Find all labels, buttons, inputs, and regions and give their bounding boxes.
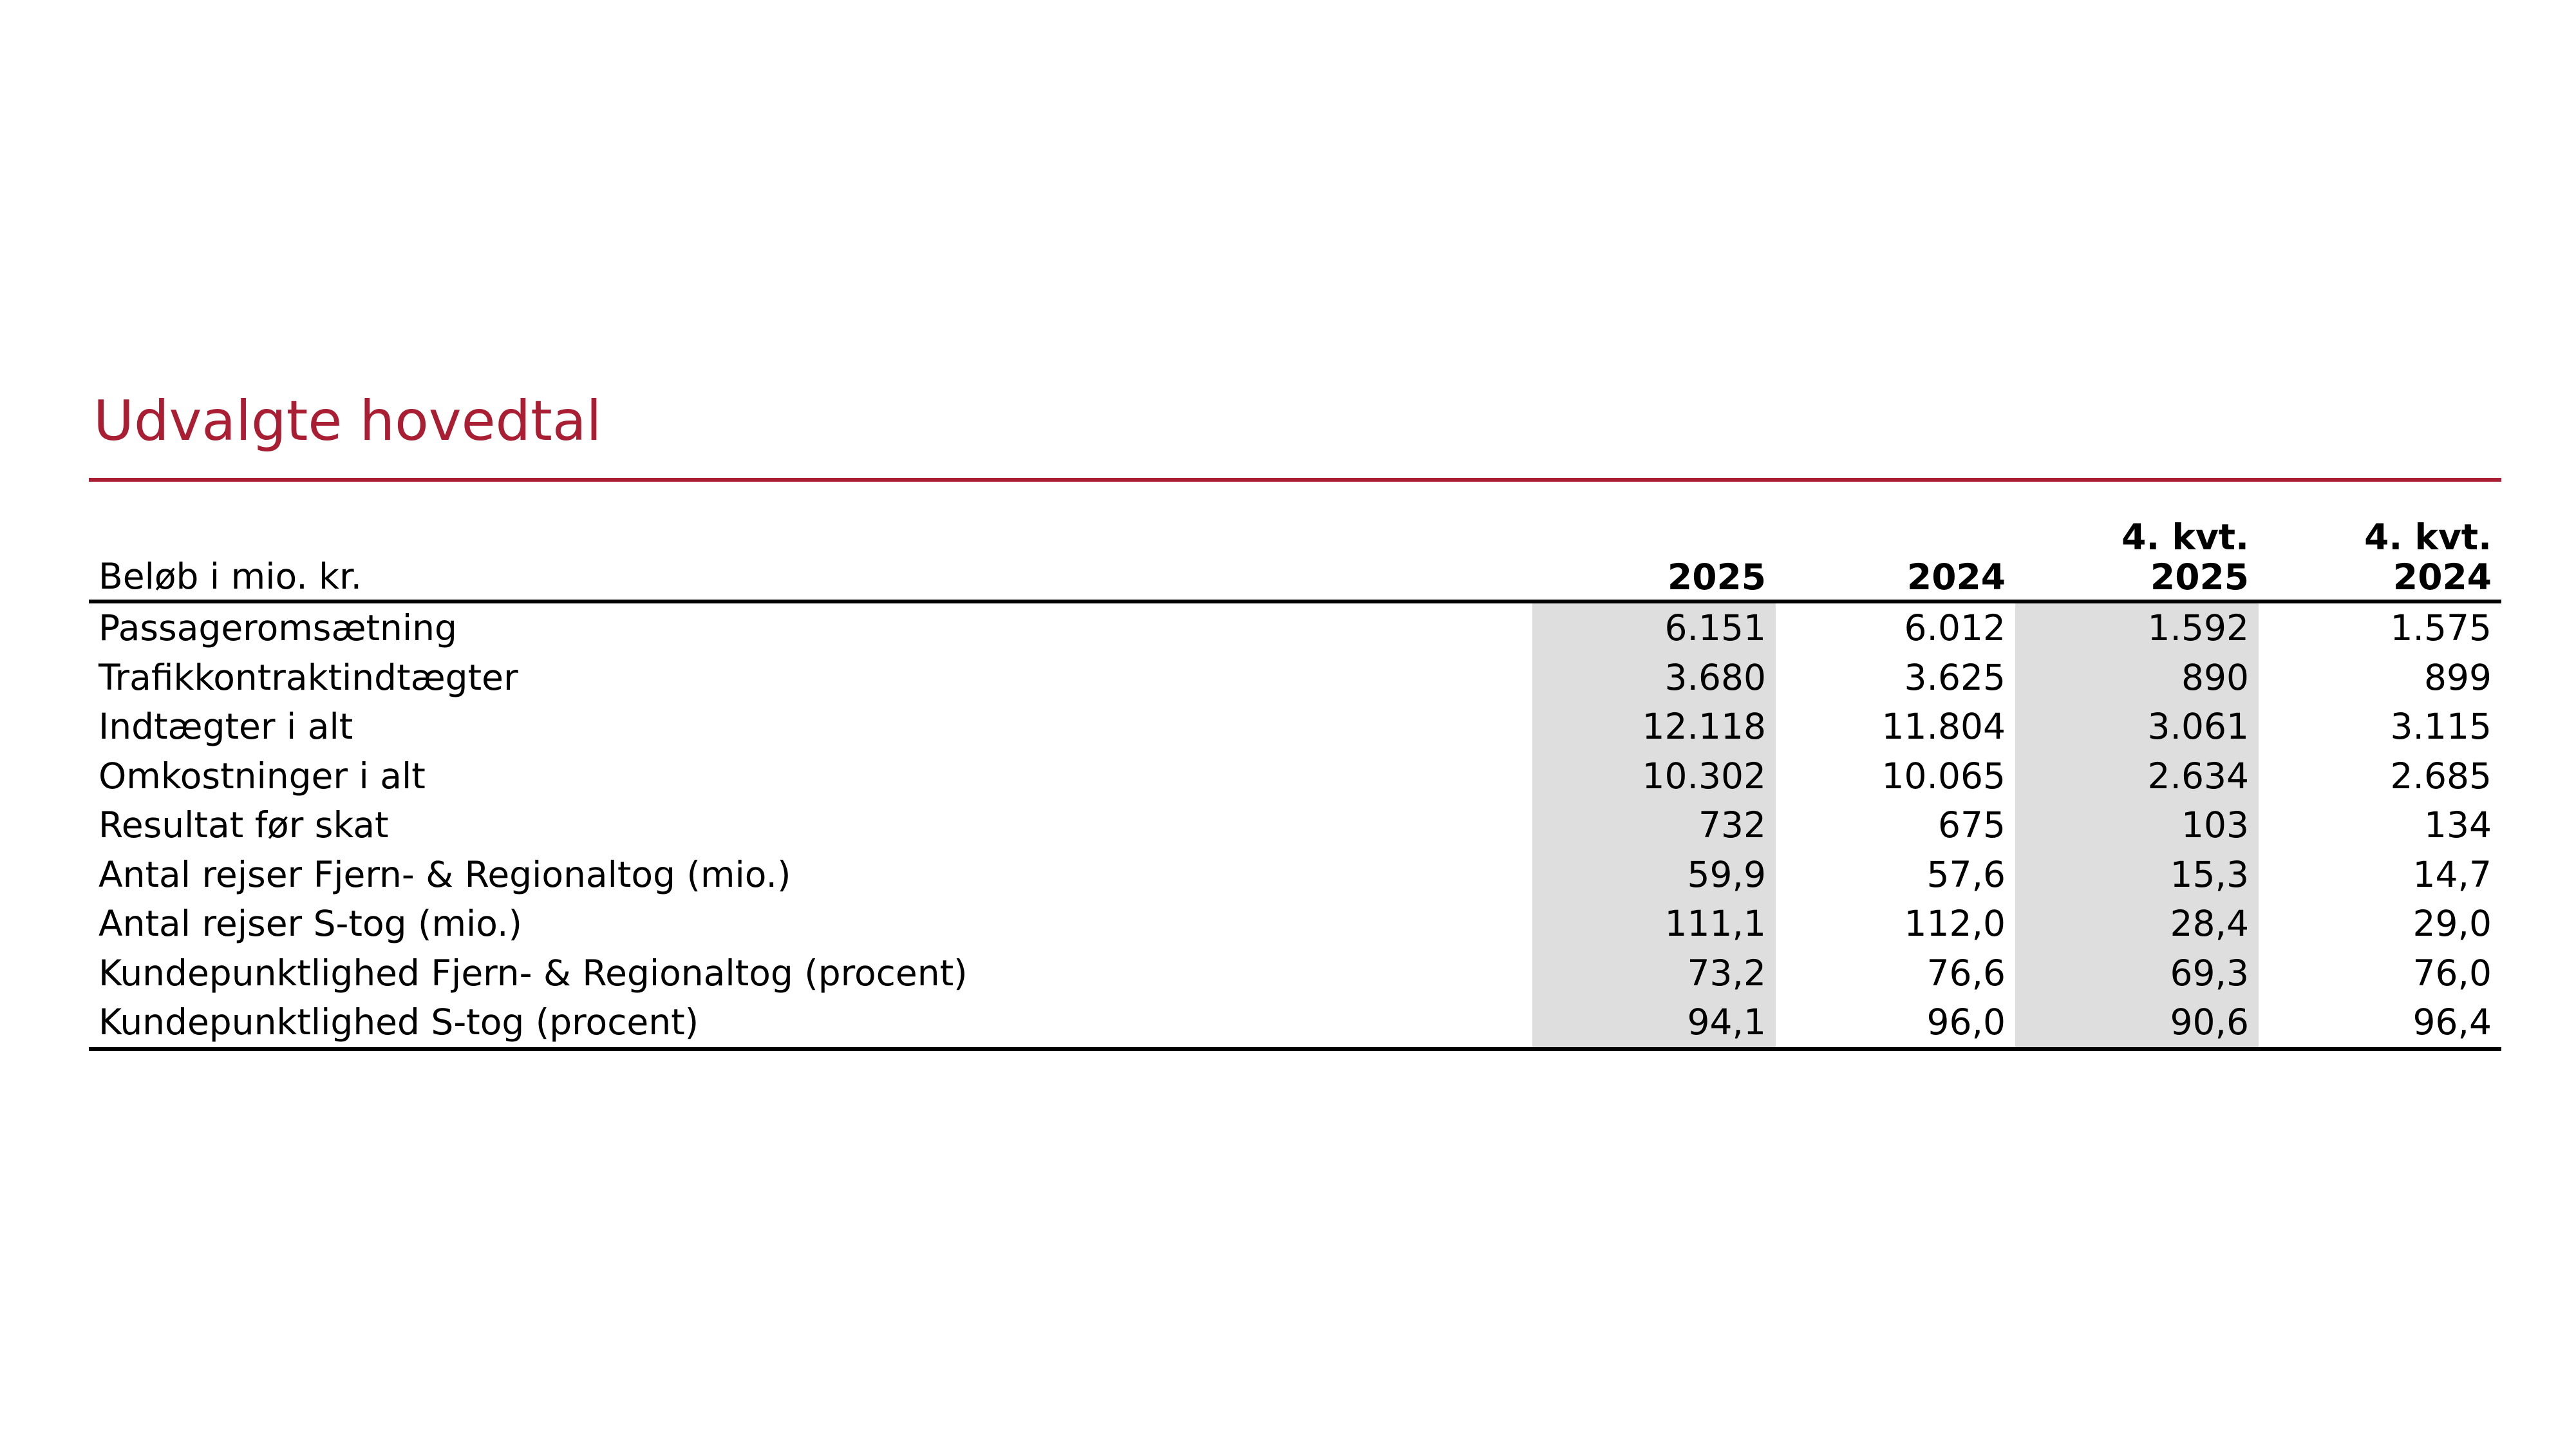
unit-label: Beløb i mio. kr. — [89, 491, 1532, 601]
cell-value: 14,7 — [2412, 853, 2492, 895]
column-header-year: 2024 — [1906, 556, 2006, 598]
cell-value: 10.302 — [1532, 752, 1776, 801]
cell-value: 11.804 — [1881, 706, 2006, 747]
cell-value: 2.685 — [2390, 755, 2492, 797]
row-label: Antal rejser S-tog (mio.) — [99, 903, 522, 944]
cell-value: 94,1 — [1532, 998, 1776, 1049]
cell-value: 59,9 — [1532, 850, 1776, 900]
cell-value: 76,6 — [1926, 952, 2006, 994]
table-body — [89, 601, 2501, 1049]
title-rule — [89, 478, 2501, 482]
cell-value: 15,3 — [2015, 850, 2259, 900]
table-row — [89, 752, 2501, 801]
cell-value: 675 — [1938, 804, 2006, 846]
cell-value: 10.065 — [1881, 755, 2006, 797]
cell-value: 28,4 — [2015, 899, 2259, 949]
page-title: Udvalgte hovedtal — [93, 389, 602, 453]
table-row — [89, 998, 2501, 1049]
cell-value: 3.680 — [1532, 653, 1776, 703]
cell-value: 103 — [2015, 800, 2259, 850]
row-label: Omkostninger i alt — [99, 755, 426, 797]
cell-value: 73,2 — [1532, 949, 1776, 998]
cell-value: 6.151 — [1532, 601, 1776, 653]
cell-value: 890 — [2015, 653, 2259, 703]
cell-value: 134 — [2424, 804, 2492, 846]
key-figures-table — [89, 491, 2501, 1051]
cell-value: 3.115 — [2390, 706, 2492, 747]
cell-value: 1.575 — [2390, 607, 2492, 649]
table-row — [89, 850, 2501, 900]
cell-value: 3.061 — [2015, 702, 2259, 752]
cell-value: 1.592 — [2015, 601, 2259, 653]
row-label: Kundepunktlighed S-tog (procent) — [89, 998, 1532, 1049]
table-row — [89, 601, 2501, 653]
cell-value: 12.118 — [1532, 702, 1776, 752]
cell-value: 111,1 — [1532, 899, 1776, 949]
row-label: Antal rejser Fjern- & Regionaltog (mio.) — [99, 853, 791, 895]
row-label: Indtægter i alt — [99, 706, 353, 747]
column-header-2 — [1776, 491, 2015, 601]
row-label: Resultat før skat — [99, 804, 389, 846]
cell-value: 899 — [2424, 656, 2492, 698]
column-header-3 — [2015, 491, 2259, 601]
column-header-1 — [1532, 491, 1776, 601]
table-row — [89, 899, 2501, 949]
cell-value: 2.634 — [2015, 752, 2259, 801]
cell-value: 112,0 — [1904, 903, 2006, 944]
column-header-year: 2025 — [1667, 556, 1766, 598]
row-label: Kundepunktlighed Fjern- & Regionaltog (procent) — [99, 952, 968, 994]
cell-value: 76,0 — [2412, 952, 2492, 994]
column-header-quarter: 4. kvt. — [2364, 516, 2492, 558]
cell-value: 96,4 — [2259, 998, 2501, 1049]
table-row — [89, 702, 2501, 752]
cell-value: 96,0 — [1776, 998, 2015, 1049]
column-header-quarter: 4. kvt. — [2121, 516, 2249, 558]
table-row — [89, 949, 2501, 998]
row-label: Passageromsætning — [99, 607, 457, 649]
header-row — [89, 491, 2501, 601]
cell-value: 3.625 — [1904, 656, 2006, 698]
cell-value: 6.012 — [1904, 607, 2006, 649]
column-header-year: 2024 — [2393, 556, 2492, 598]
cell-value: 69,3 — [2015, 949, 2259, 998]
column-header-year: 2025 — [2150, 556, 2249, 598]
row-label: Trafikkontraktindtægter — [99, 656, 518, 698]
cell-value: 57,6 — [1926, 853, 2006, 895]
table-row — [89, 800, 2501, 850]
cell-value: 90,6 — [2015, 998, 2259, 1049]
cell-value: 732 — [1532, 800, 1776, 850]
column-header-4 — [2259, 491, 2501, 601]
cell-value: 29,0 — [2412, 903, 2492, 944]
table-row — [89, 653, 2501, 703]
